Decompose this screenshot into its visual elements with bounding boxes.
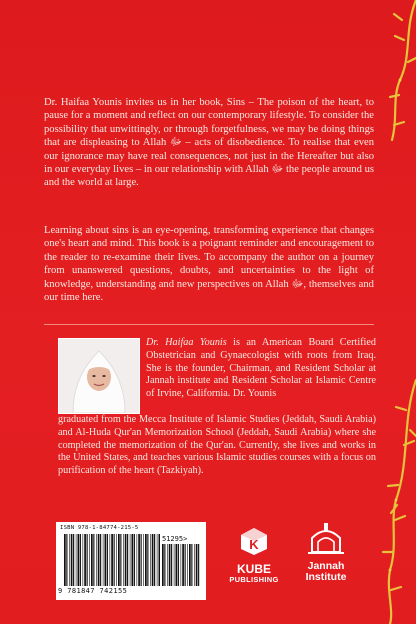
barcode-bar: [114, 534, 115, 586]
barcode-bar: [69, 534, 70, 586]
barcode-bar: [127, 534, 128, 586]
barcode-bar: [73, 534, 74, 586]
barcode-bar: [96, 534, 97, 586]
barcode-bar: [143, 534, 144, 586]
author-bio-first: is an American Board Certified Obstetrician and Gynaecologist with roots from Iraq. She is the founder, Chairman, and Resident Scholar at Jannah institute and Resident Scholar at Islamic Centre of Irvine, California. Dr. Younis: [146, 337, 376, 400]
barcode-bar: [80, 534, 81, 586]
author-portrait-icon: [59, 339, 139, 413]
addon-bars: [162, 544, 200, 586]
barcode-bar: [105, 534, 107, 586]
isbn-label: ISBN 978-1-84774-215-5: [60, 525, 139, 531]
barcode-bar: [111, 534, 113, 586]
barcode-bar: [138, 534, 140, 586]
barcode-bar: [64, 534, 66, 586]
barcode-bar: [89, 534, 90, 586]
barcode-bar: [83, 534, 84, 586]
barcode-bar: [93, 534, 94, 586]
barcode-bar: [137, 534, 138, 586]
kube-publishing-logo: [224, 526, 284, 584]
barcode-bar: [134, 534, 135, 586]
jannah-name-line1: Jannah: [307, 560, 345, 572]
price-code: 51295>: [162, 535, 188, 543]
barcode-bar: [181, 544, 182, 586]
barcode-bar: [103, 534, 104, 586]
author-name: Dr. Haifaa Younis: [146, 337, 227, 348]
barcode-bar: [152, 534, 154, 586]
barcode-bar: [191, 544, 192, 586]
barcode-bar: [176, 544, 178, 586]
barcode-bar: [147, 534, 148, 586]
barcode-bar: [120, 534, 121, 586]
barcode-bar: [162, 544, 164, 586]
svg-text:K: K: [249, 537, 259, 552]
barcode-bar: [125, 534, 127, 586]
barcode: [56, 522, 206, 600]
barcode-bar: [171, 544, 172, 586]
barcode-bar: [157, 534, 158, 586]
kube-cube-icon: [239, 526, 269, 556]
barcode-bar: [78, 534, 80, 586]
barcode-bar: [167, 544, 168, 586]
kube-name: KUBE: [236, 562, 271, 576]
barcode-bar: [185, 544, 186, 586]
intro-paragraph-1: Dr. Haifaa Younis invites us in her book, Sins – The poison of the heart, to pause for a moment and reflect on our contemporary lifestyle. To consider the possibility that unwittingly, or through forgetfulness, we may be doing things that are displeasing to Allah ﷻ – acts of disobedience. To realise that even our ignorance may have real consequences, not just in the Hereafter but also in our everyday lives – in our relationship with Allah ﷻ the people around us and the world at large.: [44, 97, 375, 189]
barcode-bar: [164, 544, 165, 586]
barcode-bar: [118, 534, 120, 586]
author-photo: [58, 338, 140, 414]
ean-number: 9 781847 742155: [58, 587, 128, 595]
barcode-bar: [159, 534, 161, 586]
barcode-bar: [110, 534, 111, 586]
barcode-bar: [66, 534, 67, 586]
barcode-bar: [182, 544, 184, 586]
barcode-bar: [130, 534, 131, 586]
mosque-icon: [306, 522, 346, 556]
barcode-bar: [194, 544, 195, 586]
barcode-bar: [154, 534, 155, 586]
barcode-bar: [116, 534, 117, 586]
barcode-bar: [150, 534, 151, 586]
barcode-bar: [178, 544, 179, 586]
barcode-bar: [198, 544, 199, 586]
barcode-bar: [141, 534, 142, 586]
jannah-name-line2: Institute: [305, 571, 347, 583]
section-divider: [44, 324, 374, 325]
barcode-bar: [169, 544, 171, 586]
barcode-bar: [189, 544, 191, 586]
barcode-bar: [107, 534, 108, 586]
barcode-bar: [123, 534, 124, 586]
barcode-bar: [87, 534, 88, 586]
barcode-bar: [196, 544, 198, 586]
barcode-bar: [76, 534, 77, 586]
barcode-bar: [98, 534, 100, 586]
barcode-bar: [84, 534, 86, 586]
jannah-institute-logo: [296, 522, 356, 583]
barcode-bar: [71, 534, 73, 586]
ean-bars: [64, 534, 160, 586]
barcode-bar: [91, 534, 93, 586]
author-bio-intro: [146, 337, 376, 401]
barcode-bar: [174, 544, 175, 586]
author-bio-rest: graduated from the Mecca Institute of Islamic Studies (Jeddah, Saudi Arabia) and Al-Huda Qur'an Memorization School (Jeddah, Saudi Arabia) where she completed the memorization of the Qur'an. Currently, she lives and works in the United States, and teaches various Islamic studies courses with a focus on purification of the heart (Tazkiyah).: [58, 414, 376, 477]
barcode-bar: [187, 544, 188, 586]
kube-sub: PUBLISHING: [229, 575, 279, 584]
barcode-bar: [145, 534, 147, 586]
intro-paragraph-2: Learning about sins is an eye-opening, transforming experience that changes one's heart and mind. This book is a poignant reminder and encouragement to the reader to re-examine their lives. To accompany the author on a journey from unanswered questions, doubts, and uncertainties to the light of knowledge, understanding and new perspectives on Allah ﷻ, themselves and our time here.: [44, 225, 374, 304]
barcode-bar: [132, 534, 134, 586]
barcode-bar: [100, 534, 101, 586]
